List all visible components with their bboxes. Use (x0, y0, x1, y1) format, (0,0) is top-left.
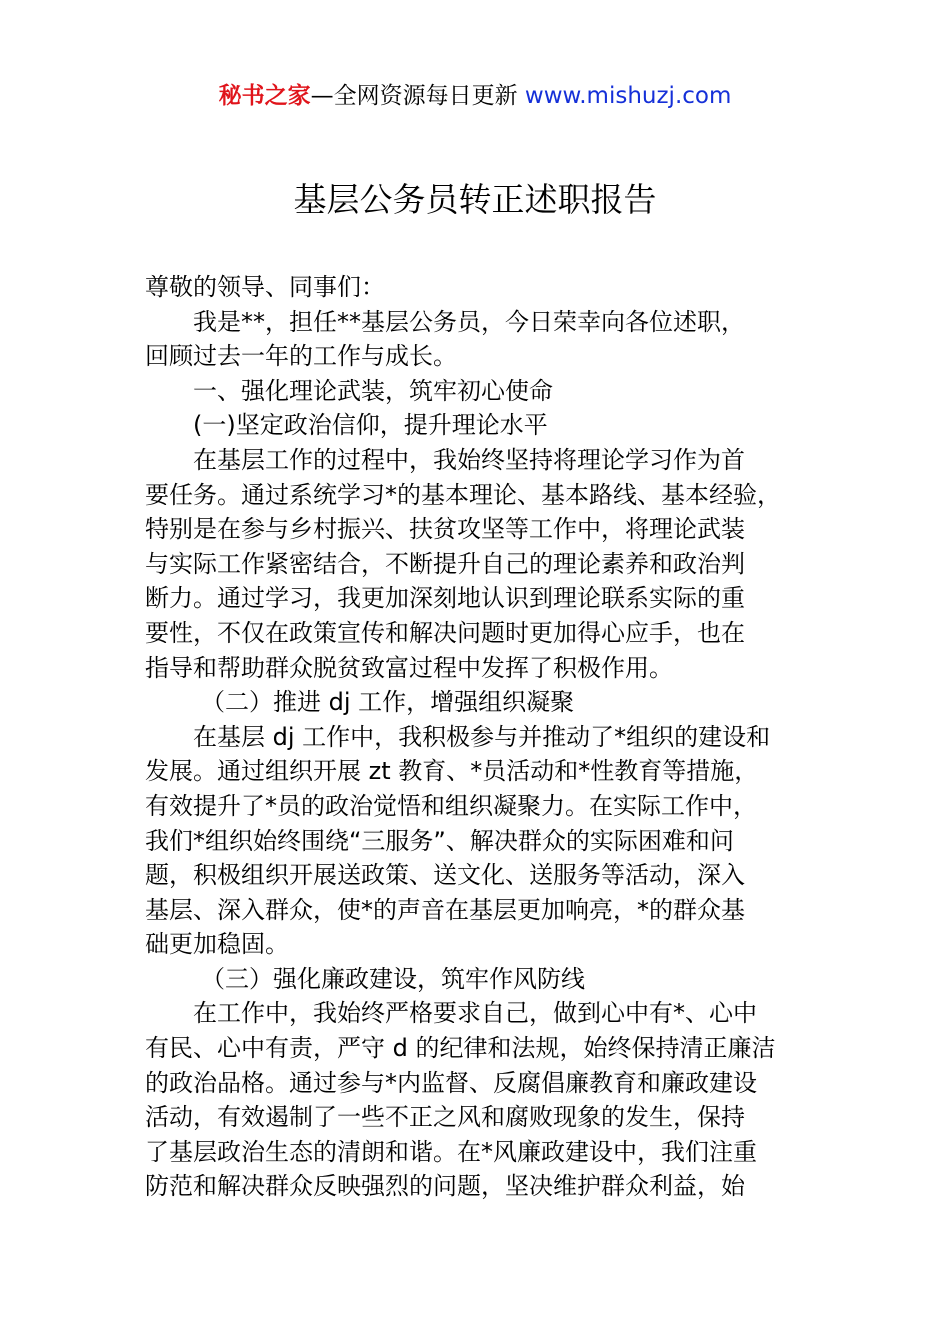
paragraph-line: 活动，有效遏制了一些不正之风和腐败现象的发生，保持 (145, 1103, 745, 1132)
paragraph-line: 题，积极组织开展送政策、送文化、送服务等活动，深入 (145, 861, 745, 890)
paragraph-line: 发展。通过组织开展 zt 教育、*员活动和*性教育等措施， (145, 757, 759, 786)
paragraph-line: 在基层 dj 工作中，我积极参与并推动了*组织的建设和 (193, 722, 771, 751)
paragraph-line: 回顾过去一年的工作与成长。 (145, 342, 457, 371)
paragraph-line: 的政治品格。通过参与*内监督、反腐倡廉教育和廉政建设 (145, 1068, 757, 1097)
paragraph-line: 特别是在参与乡村振兴、扶贫攻坚等工作中，将理论武装 (145, 515, 745, 544)
paragraph-line: 有民、心中有责，严守 d 的纪律和法规，始终保持清正廉洁 (145, 1034, 776, 1063)
paragraph-line: 断力。通过学习，我更加深刻地认识到理论联系实际的重 (145, 584, 745, 613)
paragraph-line: 指导和帮助群众脱贫致富过程中发挥了积极作用。 (145, 653, 673, 682)
paragraph-line: 在工作中，我始终严格要求自己，做到心中有*、心中 (193, 999, 757, 1028)
subsection-heading: （三）强化廉政建设，筑牢作风防线 (201, 964, 585, 993)
paragraph-line: 础更加稳固。 (145, 930, 289, 959)
paragraph-line: 我们*组织始终围绕“三服务”、解决群众的实际困难和问 (145, 826, 734, 855)
paragraph-line: 要任务。通过系统学习*的基本理论、基本路线、基本经验， (145, 480, 781, 509)
paragraph-line: 在基层工作的过程中，我始终坚持将理论学习作为首 (193, 445, 745, 474)
paragraph-line: 与实际工作紧密结合，不断提升自己的理论素养和政治判 (145, 549, 745, 578)
paragraph-line: 要性，不仅在政策宣传和解决问题时更加得心应手，也在 (145, 618, 745, 647)
salutation: 尊敬的领导、同事们： (145, 273, 385, 301)
paragraph-line: 了基层政治生态的清朗和谐。在*风廉政建设中，我们注重 (145, 1137, 757, 1166)
document-body (145, 270, 815, 1204)
subsection-heading: (一)坚定政治信仰，提升理论水平 (193, 411, 548, 440)
document-title: 基层公务员转正述职报告 (293, 180, 657, 219)
paragraph-line: 防范和解决群众反映强烈的问题，坚决维护群众利益，始 (145, 1172, 745, 1201)
subsection-heading: （二）推进 dj 工作，增强组织凝聚 (201, 688, 575, 717)
banner-slogan: —全网资源每日更新 (310, 83, 518, 109)
site-banner (0, 80, 950, 112)
section-heading: 一、强化理论武装，筑牢初心使命 (193, 376, 553, 405)
paragraph-line: 基层、深入群众，使*的声音在基层更加响亮，*的群众基 (145, 895, 745, 924)
paragraph-line: 有效提升了*员的政治觉悟和组织凝聚力。在实际工作中， (145, 791, 757, 820)
brand-name: 秘书之家 (218, 83, 311, 109)
paragraph-line: 我是**，担任**基层公务员，今日荣幸向各位述职， (193, 307, 745, 336)
site-url-link[interactable]: www.mishuzj.com (524, 83, 732, 109)
